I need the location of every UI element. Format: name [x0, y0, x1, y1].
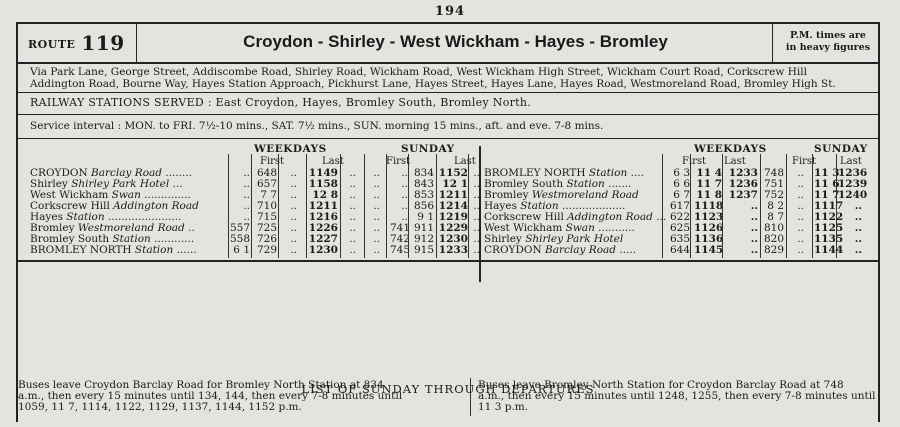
outbound-sunday-time: 745	[390, 244, 411, 256]
column-rule	[386, 154, 387, 258]
outbound-sunday-time: ..	[401, 178, 408, 190]
outbound-weekday-time: ..	[290, 200, 297, 212]
inbound-sunday-time: ..	[854, 222, 862, 234]
inbound-weekday-time: ..	[750, 244, 758, 256]
outbound-sunday-time: 9 1	[417, 211, 434, 223]
outbound-weekday-time: ..	[290, 167, 297, 179]
outbound-sunday-time: ..	[401, 167, 408, 179]
inbound-weekday-time: 11 4	[696, 167, 722, 179]
outbound-sunday-time: 1233	[438, 244, 468, 256]
outbound-sunday-time: 1152	[438, 167, 468, 179]
pm-note-line: in heavy figures	[785, 42, 871, 53]
station-stop: Addington Road	[113, 200, 199, 212]
outbound-weekday-time: ..	[243, 211, 250, 223]
inbound-weekdays-heading: WEEKDAYS	[694, 143, 767, 155]
inbound-sunday-heading: SUNDAY	[814, 143, 868, 155]
route-frame	[16, 22, 880, 422]
station-name: Shirley	[30, 178, 72, 190]
station-name: West Wickham	[484, 222, 566, 234]
outbound-weekday-time: 1158	[308, 178, 338, 190]
leader-dots: ..	[184, 222, 195, 234]
outbound-weekday-time: ..	[373, 222, 380, 234]
inbound-sunday-time: ..	[797, 233, 804, 245]
outbound-weekdays-heading: WEEKDAYS	[254, 143, 327, 155]
inbound-weekdays-last: Last	[724, 156, 746, 167]
inbound-sunday-time: ..	[797, 167, 804, 179]
leader-dots: ......................	[104, 211, 182, 223]
inbound-weekday-time: 1236	[728, 178, 758, 190]
through-right-line: a.m., then every 15 minutes until 1248, 1255, then every 7-8 minutes until	[478, 390, 876, 402]
outbound-weekday-time: 657	[256, 178, 277, 190]
inbound-sunday-time: 752	[764, 189, 785, 201]
outbound-weekday-time: ..	[290, 233, 297, 245]
leader-dots: ......	[173, 244, 197, 256]
outbound-weekday-time: ..	[373, 189, 380, 201]
inbound-sunday-time: ..	[797, 200, 804, 212]
inbound-sunday-time: 1135	[814, 233, 844, 245]
inbound-weekday-time: 635	[669, 233, 690, 245]
outbound-sunday-time: ..	[473, 233, 480, 245]
inbound-sunday-time: 748	[764, 167, 785, 179]
inbound-weekday-time: 1233	[728, 167, 758, 179]
page-number: 194	[434, 4, 466, 19]
outbound-sunday-time: 12 1	[442, 178, 468, 190]
column-rule	[722, 154, 723, 258]
inbound-weekday-time: ..	[750, 233, 758, 245]
inbound-weekday-time: 6 3	[673, 167, 690, 179]
column-rule	[760, 154, 761, 258]
leader-dots: ...	[169, 178, 183, 190]
station-name: Hayes	[484, 200, 521, 212]
station-name: Hayes	[30, 211, 67, 223]
outbound-weekday-time: 12 8	[312, 189, 338, 201]
inbound-weekday-time: 11 7	[696, 178, 722, 190]
through-left-line: Buses leave Croydon Barclay Road for Bromley North Station at 834	[18, 379, 384, 391]
leader-dots: ...................	[558, 200, 626, 212]
outbound-sunday-time: ..	[401, 189, 408, 201]
inbound-sunday-time: 1117	[814, 200, 844, 212]
inbound-sunday-time: ..	[797, 222, 804, 234]
outbound-sunday-last: Last	[454, 156, 476, 167]
outbound-sunday-time: ..	[473, 222, 480, 234]
inbound-sunday-time: 1239	[838, 178, 868, 190]
leader-dots: ....	[627, 167, 644, 179]
route-label-text: ROUTE	[28, 38, 76, 51]
outbound-weekday-time: 725	[256, 222, 277, 234]
outbound-weekday-time: ..	[349, 189, 356, 201]
outbound-sunday-time: 915	[413, 244, 434, 256]
outbound-weekday-time: 726	[256, 233, 277, 245]
inbound-sunday-time: 820	[764, 233, 785, 245]
station-name: Bromley	[484, 189, 532, 201]
inbound-sunday-time: ..	[797, 211, 804, 223]
station-name: West Wickham	[30, 189, 112, 201]
column-rule	[436, 154, 437, 258]
inbound-weekday-time: 1145	[694, 244, 724, 256]
leader-dots: ...	[652, 211, 667, 223]
inbound-weekday-time: ..	[750, 222, 758, 234]
station-name: BROMLEY NORTH	[30, 244, 135, 256]
pm-note-line: P.M. times are	[790, 30, 866, 41]
station-stop: Station	[566, 178, 605, 190]
station-name: BROMLEY NORTH	[484, 167, 589, 179]
station-stop: Station	[134, 244, 174, 256]
station-stop: Swan	[565, 222, 595, 234]
column-rule	[786, 154, 787, 258]
outbound-weekday-time: 1227	[308, 233, 338, 245]
inbound-sunday-time: 11 3	[814, 167, 840, 179]
station-name: CROYDON	[30, 167, 92, 179]
outbound-sunday-time: 843	[413, 178, 434, 190]
outbound-weekday-time: ..	[349, 244, 356, 256]
through-departures-title: LIST OF SUNDAY THROUGH DEPARTURES	[301, 382, 595, 396]
outbound-weekday-time: ..	[349, 178, 356, 190]
inbound-weekday-time: ..	[750, 200, 758, 212]
outbound-weekday-time: ..	[349, 167, 356, 179]
inbound-sunday-time: 8 2	[767, 200, 784, 212]
through-left-line: 1059, 11 7, 1114, 1122, 1129, 1137, 1144, 1152 p.m.	[18, 401, 302, 413]
outbound-sunday-time: ..	[401, 200, 408, 212]
inbound-weekday-time: 1126	[694, 222, 724, 234]
column-rule	[812, 154, 813, 258]
station-stop: Station	[112, 233, 151, 245]
inbound-sunday-time: ..	[797, 178, 804, 190]
inbound-sunday-time: 8 7	[767, 211, 784, 223]
outbound-weekdays-last: Last	[322, 156, 344, 167]
inbound-sunday-time: ..	[854, 244, 862, 256]
inbound-station-row	[484, 245, 636, 256]
through-right-line: 11 3 p.m.	[478, 401, 529, 413]
outbound-weekday-time: ..	[349, 222, 356, 234]
outbound-sunday-time: ..	[473, 189, 480, 201]
column-rule	[278, 154, 279, 258]
inbound-sunday-time: 11 6	[814, 178, 840, 190]
inbound-weekday-time: 6 7	[673, 189, 690, 201]
station-name: Corkscrew Hill	[484, 211, 568, 223]
inbound-weekday-time: ..	[750, 211, 758, 223]
station-stop: Barclay Road	[545, 244, 617, 256]
outbound-sunday-time: 1214	[438, 200, 468, 212]
inbound-weekday-time: 622	[669, 211, 690, 223]
railway-stations: RAILWAY STATIONS SERVED : East Croydon, Hayes, Bromley South, Bromley North.	[30, 96, 532, 109]
inbound-sunday-time: ..	[854, 200, 862, 212]
outbound-weekday-time: ..	[373, 244, 380, 256]
route-number: 119	[81, 31, 125, 55]
outbound-sunday-time: 1229	[438, 222, 468, 234]
outbound-sunday-first: First	[386, 156, 411, 167]
leader-dots: ............	[150, 233, 195, 245]
outbound-weekday-time: ..	[373, 233, 380, 245]
outbound-weekday-time: ..	[290, 222, 297, 234]
via-line: Via Park Lane, George Street, Addiscombe Road, Shirley Road, Wickham Road, West Wickham High Street, Wickham Court Road, Corkscrew Hill	[30, 66, 807, 78]
column-rule	[364, 154, 365, 258]
outbound-sunday-time: 1211	[438, 189, 468, 201]
inbound-sunday-time: 11 7	[814, 189, 840, 201]
service-interval: Service interval : MON. to FRI. 7½-10 mins., SAT. 7½ mins., SUN. morning 15 mins., aft. and eve. 7-8 mins.	[30, 120, 604, 132]
station-stop: Shirley Park Hotel	[525, 233, 624, 245]
outbound-weekday-time: ..	[373, 200, 380, 212]
outbound-weekday-time: 7 7	[260, 189, 277, 201]
outbound-sunday-time: 1230	[438, 233, 468, 245]
outbound-weekday-time: ..	[349, 233, 356, 245]
outbound-sunday-time: 911	[413, 222, 434, 234]
leader-dots: .....	[616, 244, 637, 256]
via-line: Addington Road, Bourne Way, Hayes Station Approach, Pickhurst Lane, Hayes Street, Hayes Lane, Hayes Road, Westmoreland Road, Bromley High St.	[30, 78, 836, 90]
station-name: Corkscrew Hill	[30, 200, 114, 212]
outbound-weekday-time: ..	[373, 211, 380, 223]
column-rule	[836, 154, 837, 258]
column-rule	[468, 154, 469, 258]
inbound-weekday-time: 644	[669, 244, 690, 256]
outbound-weekday-time: 1226	[308, 222, 338, 234]
inbound-sunday-last: Last	[840, 156, 862, 167]
outbound-sunday-time: ..	[473, 167, 480, 179]
station-stop: Swan	[111, 189, 141, 201]
outbound-sunday-time: 741	[390, 222, 411, 234]
outbound-weekday-time: ..	[290, 211, 297, 223]
route-title: Croydon - Shirley - West Wickham - Hayes - Bromley	[243, 32, 668, 51]
outbound-sunday-heading: SUNDAY	[401, 143, 455, 155]
outbound-weekday-time: ..	[243, 167, 250, 179]
outbound-weekday-time: ..	[349, 211, 356, 223]
outbound-sunday-time: 912	[413, 233, 434, 245]
outbound-sunday-time: 742	[390, 233, 411, 245]
inbound-sunday-time: 829	[764, 244, 785, 256]
leader-dots: ..............	[140, 189, 191, 201]
inbound-sunday-time: 810	[764, 222, 785, 234]
outbound-weekdays-first: First	[260, 156, 285, 167]
outbound-sunday-time: 1219	[438, 211, 468, 223]
outbound-weekday-time: ..	[373, 178, 380, 190]
outbound-sunday-time: ..	[401, 211, 408, 223]
outbound-weekday-time: 1230	[308, 244, 338, 256]
inbound-sunday-time: 1236	[838, 167, 868, 179]
station-stop: Westmoreland Road	[77, 222, 185, 234]
through-divider	[470, 378, 471, 416]
inbound-sunday-time: ..	[797, 189, 804, 201]
inbound-sunday-time: 1122	[814, 211, 844, 223]
outbound-weekday-time: 1211	[308, 200, 338, 212]
inbound-sunday-time: ..	[854, 211, 862, 223]
station-stop: Shirley Park Hotel	[71, 178, 170, 190]
inbound-weekday-time: 1123	[694, 211, 724, 223]
leader-dots: ........	[162, 167, 193, 179]
rule	[18, 260, 878, 262]
station-stop: Addington Road	[567, 211, 653, 223]
outbound-weekday-time: 558	[230, 233, 251, 245]
outbound-weekday-time: 557	[230, 222, 251, 234]
outbound-weekday-time: ..	[349, 200, 356, 212]
outbound-weekday-time: 1216	[308, 211, 338, 223]
station-stop: Westmoreland Road	[531, 189, 639, 201]
leader-dots: .......	[604, 178, 632, 190]
outbound-weekday-time: 1149	[308, 167, 338, 179]
column-rule	[662, 154, 663, 258]
inbound-weekday-time: 6 6	[673, 178, 690, 190]
outbound-weekday-time: 648	[256, 167, 277, 179]
outbound-sunday-time: 853	[413, 189, 434, 201]
inbound-weekday-time: 1237	[728, 189, 758, 201]
outbound-sunday-time: 856	[413, 200, 434, 212]
outbound-sunday-time: ..	[473, 211, 480, 223]
station-name: CROYDON	[484, 244, 546, 256]
outbound-weekday-time: ..	[290, 189, 297, 201]
leader-dots: ...........	[594, 222, 635, 234]
column-rule	[408, 154, 409, 258]
inbound-sunday-time: 1144	[814, 244, 844, 256]
station-stop: Station	[588, 167, 628, 179]
station-name: Bromley	[30, 222, 78, 234]
station-name: Bromley South	[30, 233, 113, 245]
inbound-sunday-time: ..	[797, 244, 804, 256]
station-stop: Barclay Road	[91, 167, 163, 179]
inbound-weekdays-first: First	[682, 156, 707, 167]
station-stop: Station	[520, 200, 559, 212]
outbound-sunday-time: 834	[413, 167, 434, 179]
column-rule	[690, 154, 691, 258]
column-rule	[306, 154, 307, 258]
outbound-weekday-time: ..	[243, 189, 250, 201]
outbound-weekday-time: ..	[373, 167, 380, 179]
station-stop: Station	[66, 211, 105, 223]
inbound-weekday-time: 11 8	[696, 189, 722, 201]
outbound-weekday-time: ..	[290, 178, 297, 190]
timetable	[18, 24, 878, 284]
outbound-weekday-time: 715	[256, 211, 277, 223]
inbound-weekday-time: 625	[669, 222, 690, 234]
station-name: Bromley South	[484, 178, 567, 190]
station-name: Shirley	[484, 233, 526, 245]
inbound-sunday-first: First	[792, 156, 817, 167]
inbound-sunday-time: 751	[764, 178, 785, 190]
inbound-weekday-time: 1118	[694, 200, 724, 212]
outbound-weekday-time: ..	[243, 178, 250, 190]
outbound-weekday-time: ..	[243, 200, 250, 212]
outbound-weekday-time: 6 1	[233, 244, 250, 256]
outbound-weekday-time: ..	[290, 244, 297, 256]
inbound-weekday-time: 1136	[694, 233, 724, 245]
column-rule	[251, 154, 252, 258]
inbound-weekday-time: 617	[669, 200, 690, 212]
inbound-sunday-time: ..	[854, 233, 862, 245]
column-rule	[340, 154, 341, 258]
outbound-weekday-time: 710	[256, 200, 277, 212]
outbound-weekday-time: 729	[256, 244, 277, 256]
inbound-sunday-time: 1125	[814, 222, 844, 234]
outbound-sunday-time: ..	[473, 244, 480, 256]
outbound-station-row	[30, 245, 197, 256]
column-rule	[228, 154, 229, 258]
through-left-line: a.m., then every 15 minutes until 134, 144, then every 7-8 minutes until	[18, 390, 403, 402]
through-right-line: Buses leave Bromley North Station for Croydon Barclay Road at 748	[478, 379, 844, 391]
outbound-sunday-time: ..	[473, 200, 480, 212]
outbound-sunday-time: ..	[473, 178, 480, 190]
inbound-sunday-time: 1240	[838, 189, 868, 201]
